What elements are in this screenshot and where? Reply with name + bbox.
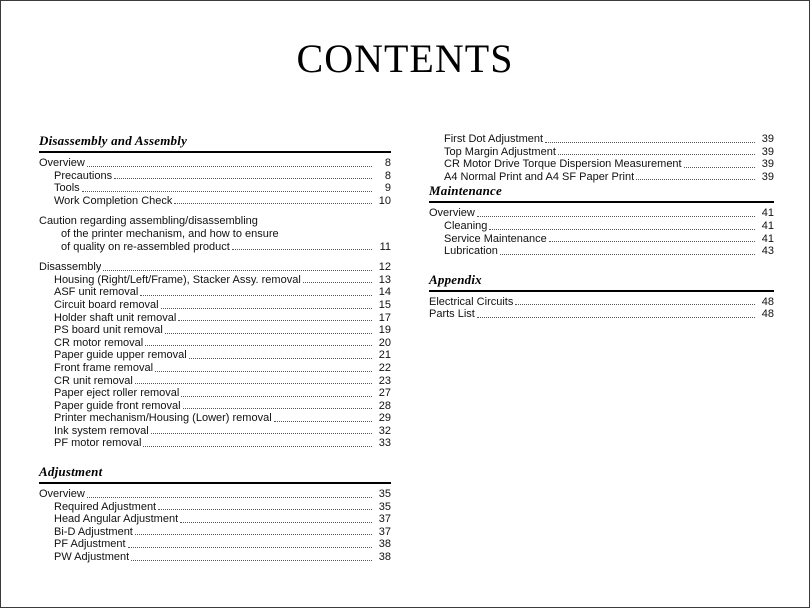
toc-entry-label: Overview [429, 207, 475, 220]
toc-entry[interactable] [39, 387, 391, 400]
dot-leader [180, 521, 372, 523]
dot-leader [161, 307, 372, 309]
toc-entry[interactable] [39, 488, 391, 501]
toc-entry-label: A4 Normal Print and A4 SF Paper Print [444, 170, 635, 183]
toc-entry-label: Required Adjustment [54, 500, 157, 513]
toc-entry-label: of quality on re-assembled product [61, 240, 230, 253]
dot-leader [636, 178, 755, 180]
toc-entry-page-number: 27 [378, 387, 391, 400]
toc-entry-page-number: 41 [761, 207, 774, 220]
toc-entry-page-number: 20 [378, 336, 391, 349]
dot-leader [128, 546, 372, 548]
toc-entry-list [39, 157, 391, 450]
toc-entry[interactable] [39, 425, 391, 438]
toc-entry-page-number: 19 [378, 324, 391, 337]
toc-entry[interactable] [39, 274, 391, 287]
toc-entry-label: Tools [54, 182, 80, 195]
dot-leader [178, 319, 372, 321]
toc-entry-label: Electrical Circuits [429, 295, 514, 308]
toc-entry-label: ASF unit removal [54, 286, 139, 299]
toc-entry-page-number: 39 [761, 170, 774, 183]
toc-entry[interactable] [429, 220, 774, 233]
toc-entry-page-number: 8 [384, 169, 391, 182]
dot-leader [145, 344, 372, 346]
toc-entry-page-number: 8 [384, 157, 391, 169]
toc-entry[interactable] [39, 182, 391, 195]
toc-entry-page-number: 32 [378, 424, 391, 437]
toc-left-column [1, 133, 391, 564]
toc-entry-label: Printer mechanism/Housing (Lower) removal [54, 412, 272, 425]
toc-entry-label: Service Maintenance [444, 232, 547, 245]
toc-entry[interactable] [429, 296, 774, 309]
toc-entry-list [429, 207, 774, 257]
dot-leader [103, 269, 372, 271]
toc-entry[interactable] [39, 375, 391, 388]
dot-leader [500, 253, 755, 255]
toc-section [39, 133, 391, 450]
toc-entry[interactable] [39, 299, 391, 312]
dot-leader [87, 165, 372, 167]
dot-leader [155, 370, 372, 372]
toc-entry[interactable] [429, 171, 774, 184]
dot-leader [232, 248, 372, 250]
toc-entry-label: Holder shaft unit removal [54, 311, 177, 324]
toc-entry-label: PF Adjustment [54, 538, 126, 551]
toc-entry-page-number: 35 [378, 488, 391, 501]
toc-entry-label: PF motor removal [54, 437, 142, 450]
toc-entry-label: Work Completion Check [54, 194, 173, 207]
toc-entry-list [429, 296, 774, 321]
toc-entry-label: Top Margin Adjustment [444, 145, 556, 158]
toc-entry-page-number: 39 [761, 133, 774, 145]
toc-entry-label: Cleaning [444, 219, 488, 232]
dot-leader [515, 303, 755, 305]
dot-leader [82, 190, 372, 192]
toc-entry-page-number: 11 [379, 240, 391, 253]
toc-entry[interactable] [429, 233, 774, 246]
toc-entry[interactable] [429, 308, 774, 321]
toc-entry-page-number: 23 [378, 374, 391, 387]
toc-entry-page-number: 43 [761, 245, 774, 258]
toc-entry[interactable] [39, 513, 391, 526]
toc-entry-page-number: 37 [378, 513, 391, 526]
toc-entry-page-number: 48 [761, 295, 774, 308]
toc-section-heading: Appendix [429, 272, 774, 292]
toc-entry[interactable] [39, 157, 391, 170]
toc-entry-page-number: 38 [378, 551, 391, 564]
toc-entry-label: Parts List [429, 308, 475, 321]
toc-entry-label: Lubrication [444, 245, 498, 258]
dot-leader [183, 407, 372, 409]
toc-entry-page-number: 33 [378, 437, 391, 450]
toc-entry[interactable] [39, 400, 391, 413]
dot-leader [477, 215, 755, 217]
toc-entry[interactable] [39, 286, 391, 299]
toc-entry-list [39, 488, 391, 564]
toc-entry-page-number: 41 [761, 232, 774, 245]
toc-entry[interactable] [39, 362, 391, 375]
toc-entry-label: Overview [39, 488, 85, 501]
toc-entry[interactable] [39, 195, 391, 208]
dot-leader [151, 432, 372, 434]
toc-entry-page-number: 48 [761, 308, 774, 321]
toc-entry-page-number: 38 [378, 538, 391, 551]
toc-entry-label: Front frame removal [54, 361, 154, 374]
toc-entry[interactable] [39, 337, 391, 350]
dot-leader [140, 294, 372, 296]
toc-entry-label-line: of the printer mechanism, and how to ensure [61, 227, 279, 240]
toc-entry[interactable] [39, 261, 391, 274]
toc-entry[interactable] [39, 170, 391, 183]
toc-entry[interactable] [39, 312, 391, 325]
dot-leader [303, 281, 372, 283]
toc-entry[interactable] [429, 133, 774, 146]
toc-entry[interactable] [39, 538, 391, 551]
toc-entry-page-number: 39 [761, 145, 774, 158]
toc-entry-label: CR Motor Drive Torque Dispersion Measurement [444, 158, 682, 171]
toc-entry-page-number: 21 [378, 349, 391, 362]
toc-entry-label: CR unit removal [54, 374, 133, 387]
toc-entry-label: First Dot Adjustment [444, 133, 544, 145]
toc-entry-label: Circuit board removal [54, 298, 159, 311]
dot-leader [143, 445, 372, 447]
toc-continued-entry-list [429, 133, 774, 183]
toc-entry[interactable] [39, 412, 391, 425]
dot-leader [684, 166, 755, 168]
dot-leader [131, 559, 372, 561]
toc-entry-page-number: 10 [378, 194, 391, 207]
toc-section [429, 272, 774, 321]
toc-entry[interactable] [39, 501, 391, 514]
toc-entry-label: Ink system removal [54, 424, 149, 437]
toc-entry-label: Paper eject roller removal [54, 387, 180, 400]
dot-leader [114, 177, 372, 179]
dot-leader [87, 496, 372, 498]
toc-entry-page-number: 13 [378, 273, 391, 286]
toc-entry[interactable] [39, 526, 391, 539]
toc-entry-label: PW Adjustment [54, 551, 130, 564]
dot-leader [274, 420, 372, 422]
toc-section [429, 183, 774, 257]
dot-leader [174, 202, 372, 204]
toc-section-heading: Disassembly and Assembly [39, 133, 391, 153]
toc-entry[interactable] [429, 146, 774, 159]
toc-entry-label: Paper guide front removal [54, 399, 181, 412]
toc-entry-label: Precautions [54, 169, 113, 182]
dot-leader [189, 357, 372, 359]
toc-entry-page-number: 41 [761, 219, 774, 232]
toc-entry[interactable] [429, 207, 774, 220]
toc-entry-page-number: 39 [761, 158, 774, 171]
toc-entry-last-line [39, 241, 391, 254]
toc-entry[interactable] [429, 158, 774, 171]
toc-entry[interactable] [39, 349, 391, 362]
dot-leader [158, 508, 372, 510]
dot-leader [165, 332, 372, 334]
toc-entry[interactable] [429, 245, 774, 258]
toc-entry-page-number: 9 [384, 182, 391, 195]
toc-entry-multiline[interactable] [39, 215, 391, 253]
toc-section [39, 464, 391, 564]
dot-leader [135, 533, 372, 535]
toc-entry-page-number: 29 [378, 412, 391, 425]
toc-entry[interactable] [39, 437, 391, 450]
toc-entry-label: Paper guide upper removal [54, 349, 187, 362]
toc-entry-label: Disassembly [39, 261, 102, 274]
dot-leader [477, 316, 755, 318]
toc-entry-page-number: 12 [378, 261, 391, 274]
toc-entry-label: PS board unit removal [54, 324, 163, 337]
toc-right-column [391, 133, 781, 321]
dot-leader [545, 141, 755, 143]
toc-columns [1, 133, 809, 564]
toc-entry-label: Housing (Right/Left/Frame), Stacker Assy. removal [54, 273, 301, 286]
toc-section-heading: Adjustment [39, 464, 391, 484]
toc-entry[interactable] [39, 324, 391, 337]
toc-section-heading: Maintenance [429, 183, 774, 203]
page-title: CONTENTS [296, 36, 514, 81]
toc-entry-label: CR motor removal [54, 336, 144, 349]
dot-leader [489, 228, 755, 230]
toc-entry-page-number: 37 [378, 525, 391, 538]
dot-leader [549, 240, 755, 242]
toc-entry-page-number: 15 [378, 298, 391, 311]
toc-entry-page-number: 17 [378, 311, 391, 324]
toc-entry-page-number: 35 [378, 500, 391, 513]
toc-entry-label: Head Angular Adjustment [54, 513, 179, 526]
dot-leader [181, 395, 372, 397]
toc-entry-page-number: 28 [378, 399, 391, 412]
toc-entry[interactable] [39, 551, 391, 564]
toc-entry-label-line: Caution regarding assembling/disassembling [39, 215, 258, 228]
toc-entry-page-number: 22 [378, 361, 391, 374]
dot-leader [135, 382, 372, 384]
dot-leader [558, 153, 755, 155]
toc-entry-label: Overview [39, 157, 85, 169]
toc-entry-page-number: 14 [378, 286, 391, 299]
toc-entry-label: Bi-D Adjustment [54, 525, 133, 538]
